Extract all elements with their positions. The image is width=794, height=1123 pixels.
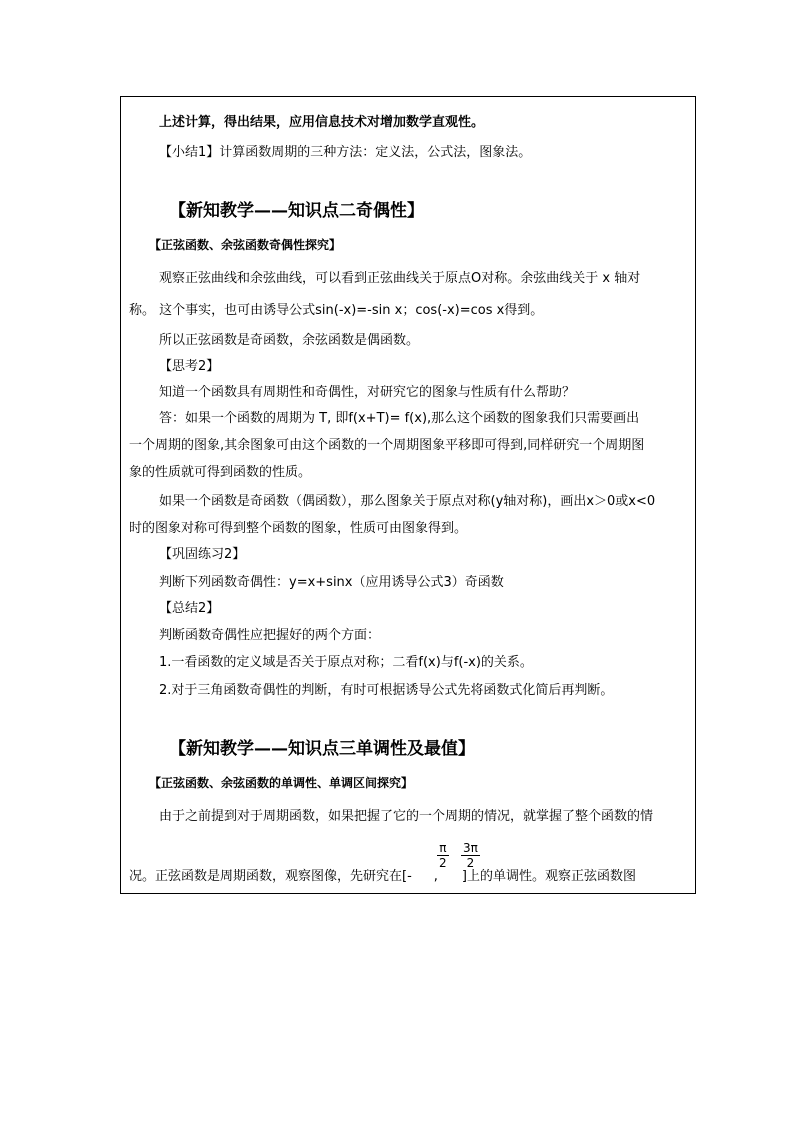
section-heading-parity: 【新知教学——知识点二奇偶性】: [169, 201, 424, 221]
answer-line: 时的图象对称可得到整个函数的图象，性质可由图象得到。: [129, 521, 468, 536]
subheading-parity: 【正弦函数、余弦函数奇偶性探究】: [149, 238, 342, 252]
summary-1: 【小结1】计算函数周期的三种方法：定义法，公式法，图象法。: [159, 145, 532, 160]
text-segment: ,: [433, 869, 438, 884]
fraction-denominator: 2: [466, 856, 475, 870]
fraction-numerator: 3π: [463, 841, 478, 855]
summary-line: 2.对于三角函数奇偶性的判断，有时可根据诱导公式先将函数式化简后再判断。: [159, 683, 614, 698]
subheading-monotonicity: 【正弦函数、余弦函数的单调性、单调区间探究】: [149, 776, 414, 790]
fraction-numerator: π: [437, 841, 449, 856]
exercise-line: 判断下列函数奇偶性：y=x+sinx（应用诱导公式3）奇函数: [159, 575, 504, 590]
answer-line: 答：如果一个函数的周期为 T, 即f(x+T)= f(x),那么这个函数的图象我们只需要画出: [159, 411, 640, 426]
paragraph-line: 所以正弦函数是奇函数，余弦函数是偶函数。: [159, 333, 420, 348]
section-heading-monotonicity: 【新知教学——知识点三单调性及最值】: [169, 739, 475, 759]
paragraph-line: 称。 这个事实，也可由诱导公式sin(-x)=-sin x；cos(-x)=cos x得到。: [129, 303, 544, 318]
think-2-label: 【思考2】: [159, 359, 220, 374]
summary-line: 1.一看函数的定义域是否关于原点对称；二看f(x)与f(-x)的关系。: [159, 655, 533, 670]
answer-line: 一个周期的图象,其余图象可由这个函数的一个周期图象平移即可得到,同样研究一个周期图: [129, 438, 645, 453]
paragraph-line: 由于之前提到对于周期函数，如果把握了它的一个周期的情况，就掌握了整个函数的情: [159, 809, 654, 824]
summary-text: 上述计算，得出结果，应用信息技术对增加数学直观性。: [159, 115, 485, 130]
paragraph-line: [129, 867, 687, 887]
answer-line: 象的性质就可得到函数的性质。: [129, 465, 312, 480]
fraction-denominator: 2: [439, 856, 447, 870]
answer-line: 如果一个函数是奇函数（偶函数），那么图象关于原点对称(y轴对称)，画出x＞0或x<0: [159, 494, 656, 509]
summary-line: 判断函数奇偶性应把握好的两个方面：: [159, 628, 381, 643]
text-segment: ]上的单调性。观察正弦函数图: [461, 869, 636, 884]
question-line: 知道一个函数具有周期性和奇偶性，对研究它的图象与性质有什么帮助？: [159, 385, 576, 400]
text-segment: 况。正弦函数是周期函数，观察图像，先研究在[-: [129, 869, 412, 884]
fraction-3pi-over-2: [461, 841, 480, 870]
content-frame: [120, 96, 696, 894]
fraction-pi-over-2: [437, 841, 449, 870]
summary-2-label: 【总结2】: [159, 601, 220, 616]
paragraph-line: 观察正弦曲线和余弦曲线，可以看到正弦曲线关于原点O对称。余弦曲线关于 x 轴对: [159, 271, 641, 286]
exercise-2-label: 【巩固练习2】: [159, 547, 246, 562]
